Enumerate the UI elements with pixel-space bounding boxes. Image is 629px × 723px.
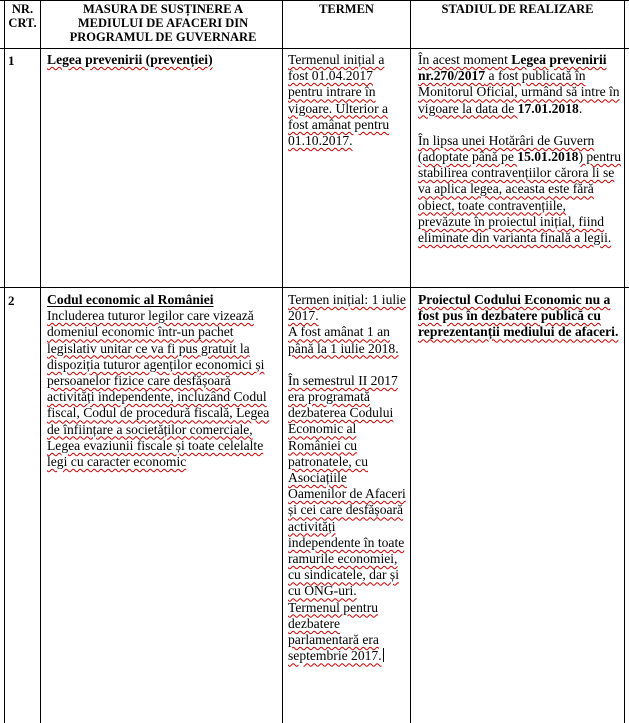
table-border-top: [0, 0, 629, 1]
row-1-deadline-text: Termenul inițial a fost 01.04.2017 pentru intrare în vigoare. Ulterior a fost amânat pentru 01.10.2017.: [288, 52, 390, 149]
row-1-measure: [47, 52, 279, 68]
header-termen: TERMEN: [319, 2, 374, 16]
row-2-status: [418, 292, 622, 341]
table-column-divider: [282, 0, 283, 723]
row-2-deadline-p2: A fost amânat 1 an până la 1 iulie 2018.: [288, 324, 399, 356]
row-1-number: 1: [8, 53, 15, 68]
row-2-status-text: Proiectul Codului Economic nu a fost pus în dezbatere publică cu reprezentanții mediului de afaceri.: [418, 292, 619, 340]
table-border-right: [624, 0, 625, 723]
row-1-deadline: [288, 52, 408, 149]
header-masura: MASURA DE SUSȚINERE A MEDIULUI DE AFACERI DIN PROGRAMUL DE GUVERNARE: [69, 2, 257, 44]
row-1-status-paragraph-2: În lipsa unei Hotărâri de Guvern (adoptate până pe 15.01.2018) pentru stabilirea contravențiilor cărora li se va aplica legea, aceasta este fără obiect, toate contravențiile, prevăzute în proiectul inițial, fiind eliminate din varianta finală a legii.: [418, 132, 622, 246]
row-2-deadline-p3: În semestrul II 2017 era programată dezbaterea Codului Economic al României cu patronatele, cu Asociațiile Oamenilor de Afaceri și cei care desfășoară activități independente în toate ramurile economiei, cu sindicatele, dar și cu ONG-uri.: [288, 372, 406, 599]
row-1-status: [418, 52, 622, 246]
table-column-divider: [40, 0, 41, 723]
header-stadiu: STADIUL DE REALIZARE: [441, 2, 594, 16]
table-border-left: [4, 0, 5, 723]
table-row-divider: [0, 287, 629, 288]
row-2-measure-title: Codul economic al României: [47, 292, 214, 307]
header-nr-crt: NR. CRT.: [8, 2, 37, 30]
row-2-measure: [47, 292, 279, 470]
table-row-divider: [0, 48, 629, 49]
row-2-deadline-p4: Termenul pentru dezbatere parlamentară era septembrie 2017.: [288, 599, 382, 664]
row-2-measure-body: Includerea tuturor legilor care vizează domeniul economic într-un pachet legislativ unitar ce va fi pus gratuit la dispoziția tuturor agenților economici și persoanelor fizice care desfășoară activități independente, incluzând Codul fiscal, Codul de procedură fiscală, Legea de înființare a societăților comerciale, Legea evaziunii fiscale și toate celelalte legi cu caracter economic: [47, 308, 270, 470]
row-1-status-paragraph-1: În acest moment Legea prevenirii nr.270/2017 a fost publicată în Monitorul Oficial, urmând să intre în vigoare la data de 17.01.2018.: [418, 52, 620, 116]
row-1-measure-title: Legea prevenirii (prevenției): [47, 52, 213, 67]
row-2-deadline-p1: Termen inițial: 1 iulie 2017.: [288, 292, 406, 324]
text-cursor[interactable]: [383, 648, 384, 662]
table-column-divider: [410, 0, 411, 723]
row-2-number: 2: [8, 293, 15, 308]
row-2-deadline: [288, 292, 406, 664]
